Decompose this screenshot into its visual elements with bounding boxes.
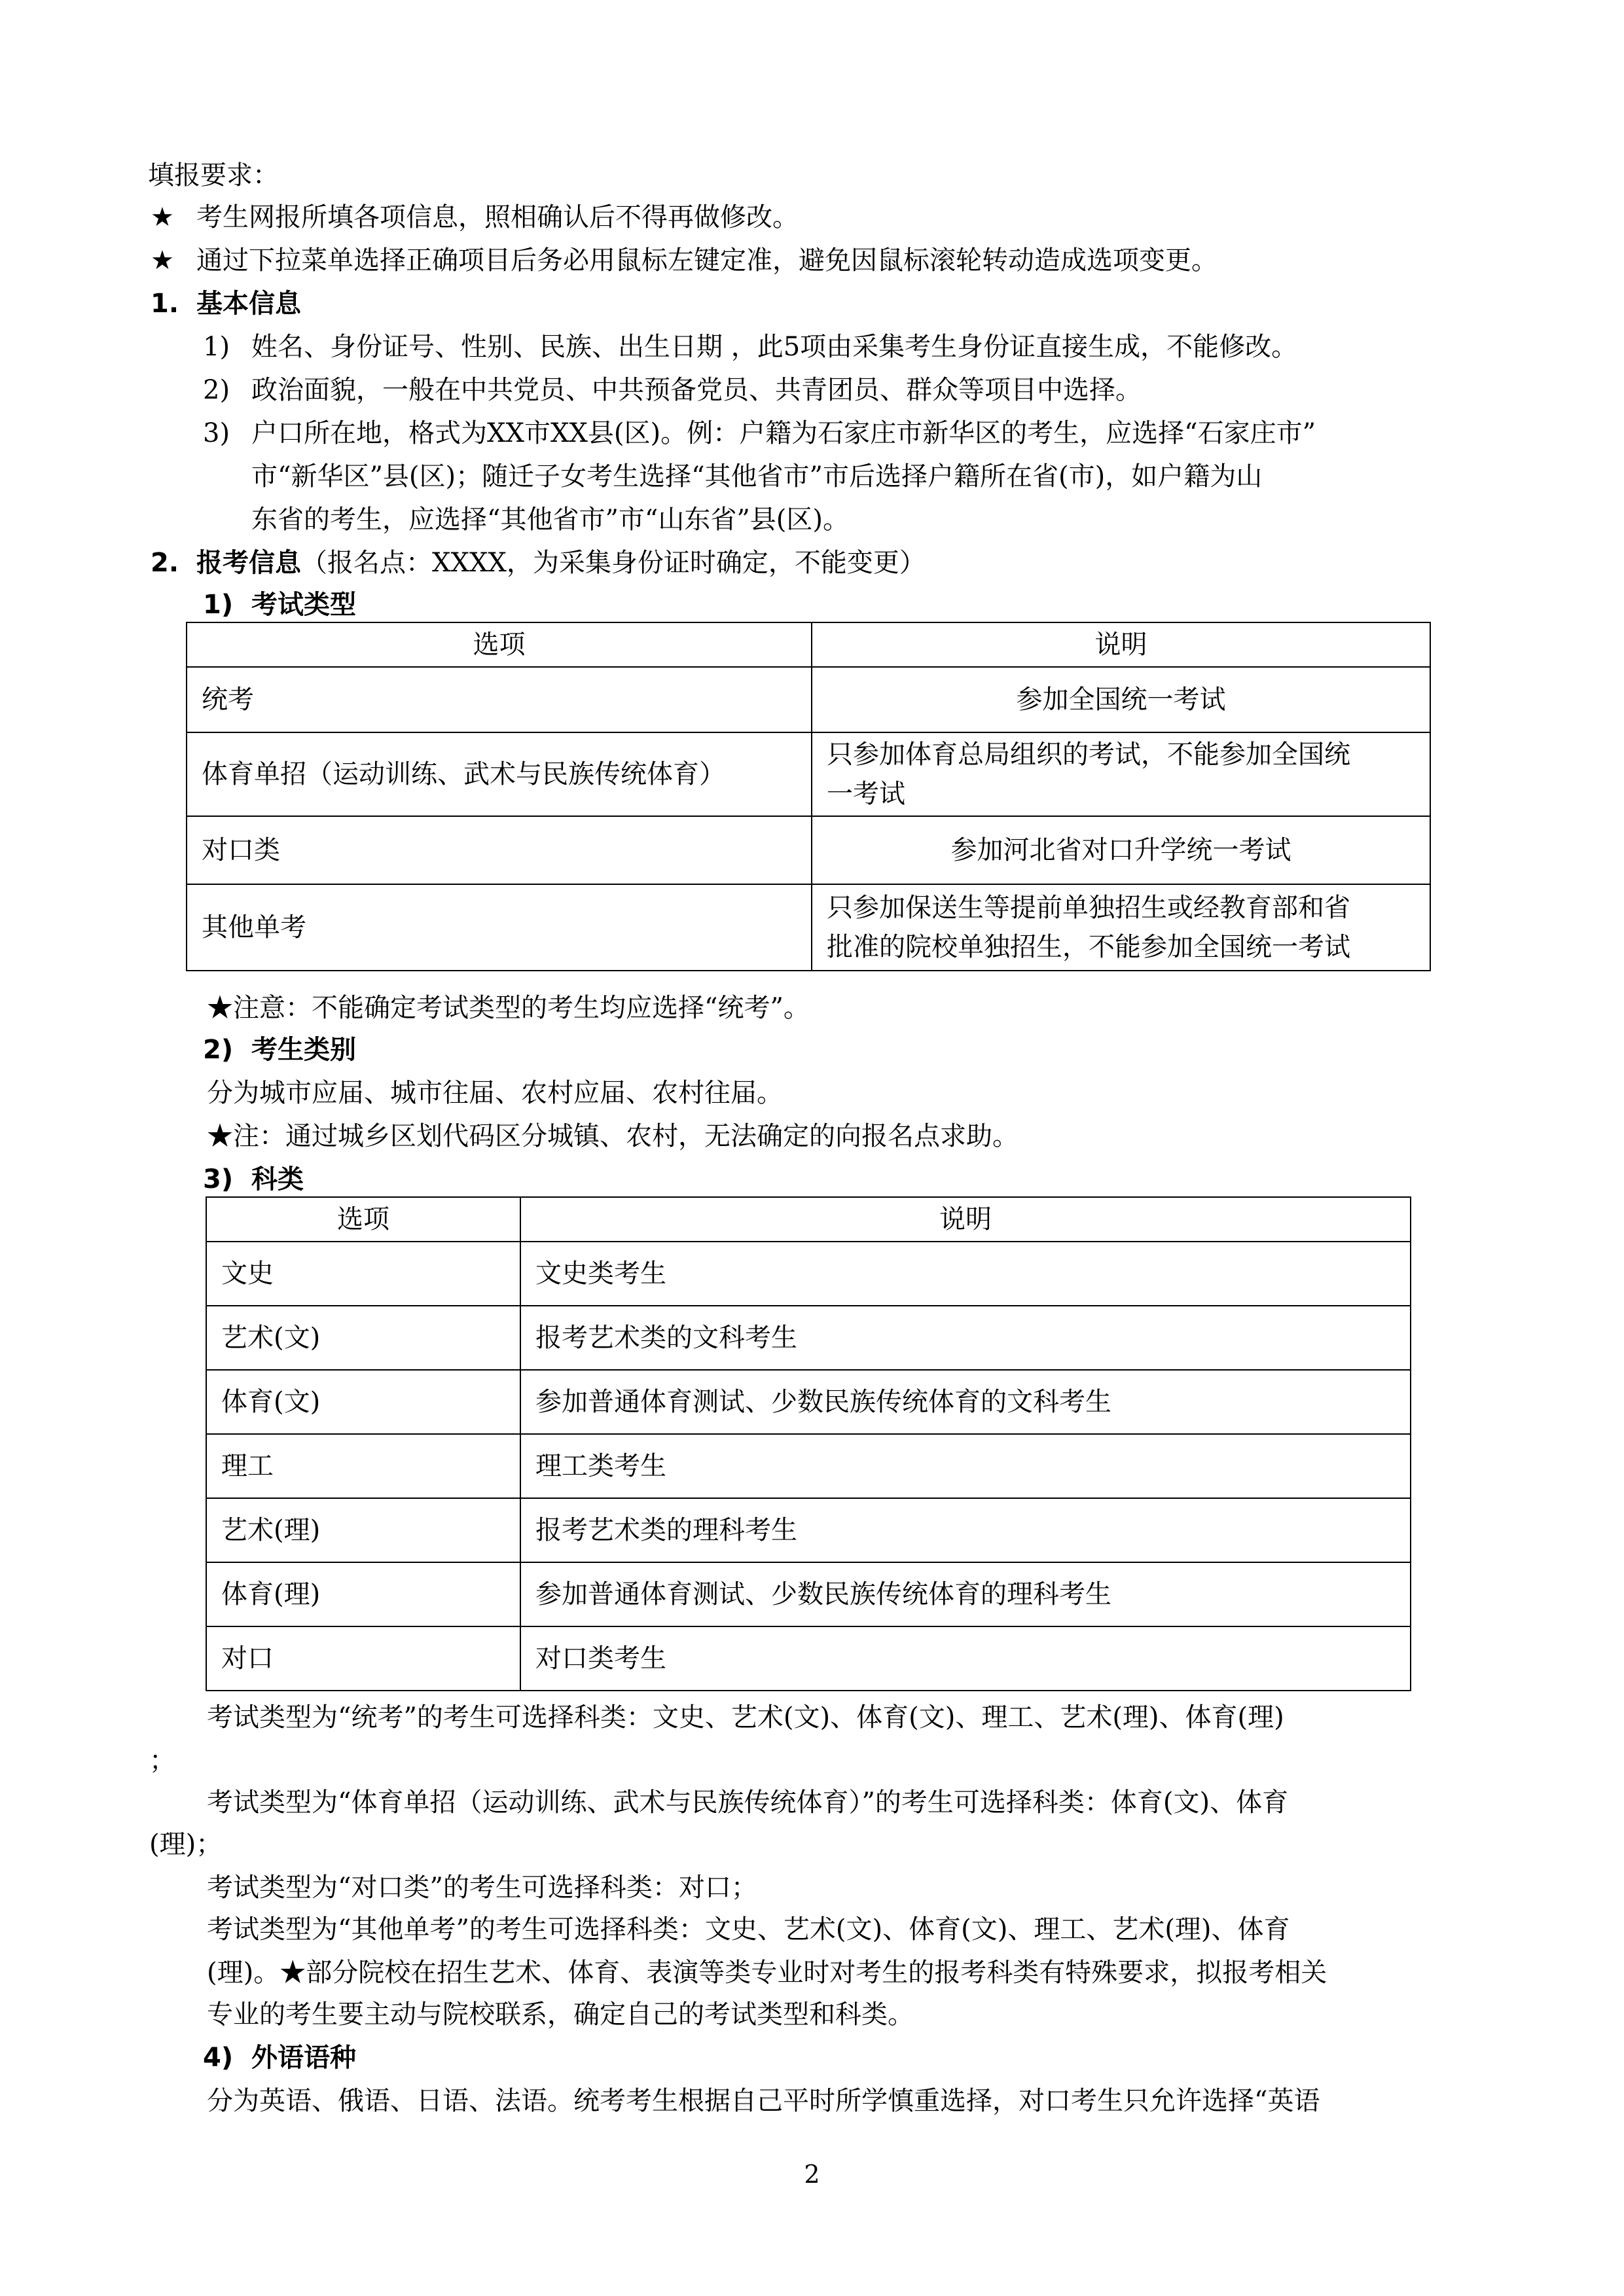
- table-cell: 报考艺术类的理科考生: [520, 1498, 1411, 1562]
- table-cell: 其他单考: [187, 884, 812, 971]
- table-row: [206, 1434, 1411, 1498]
- subject-rule-4-line-2: (理)。★部分院校在招生艺术、体育、表演等类专业时对考生的报考科类有特殊要求，拟报考相关: [207, 1958, 1327, 1988]
- item-number: 1): [203, 332, 230, 362]
- exam-type-table: [186, 622, 1431, 971]
- basic-info-item-3-line-1: 户口所在地，格式为XX市XX县(区)。例：户籍为石家庄市新华区的考生，应选择“石家庄市”: [251, 418, 1316, 448]
- table-cell: 艺术(文): [206, 1306, 520, 1370]
- table-row: [187, 667, 1430, 732]
- table-cell-line: 只参加体育总局组织的考试，不能参加全国统: [827, 740, 1350, 770]
- item-number: 4): [203, 2043, 234, 2073]
- candidate-category-note: ★注：通过城乡区划代码区分城镇、农村，无法确定的向报名点求助。: [207, 1121, 1019, 1151]
- star-icon: ★: [151, 245, 174, 276]
- table-cell: 对口类考生: [520, 1626, 1411, 1691]
- table-cell: 参加普通体育测试、少数民族传统体育的文科考生: [520, 1370, 1411, 1434]
- exam-type-heading: 考试类型: [251, 590, 356, 620]
- table-cell: 对口: [206, 1626, 520, 1691]
- table-row: [206, 1626, 1411, 1691]
- table-header-cell: 选项: [187, 622, 812, 667]
- item-number: 1): [203, 590, 234, 620]
- section-1-title: 基本信息: [196, 289, 301, 319]
- subject-rule-3: 考试类型为“对口类”的考生可选择科类：对口；: [207, 1873, 757, 1903]
- page-number: 2: [804, 2160, 820, 2189]
- table-cell: [812, 732, 1430, 816]
- basic-info-item-1: 姓名、身份证号、性别、民族、出生日期 ，此5项由采集考生身份证直接生成，不能修改。: [251, 332, 1298, 362]
- table-cell-line: 一考试: [827, 779, 905, 809]
- table-cell: 参加河北省对口升学统一考试: [812, 816, 1430, 884]
- star-icon: ★: [151, 202, 174, 232]
- table-row: [206, 1498, 1411, 1562]
- subject-category-heading: 科类: [251, 1164, 304, 1194]
- table-header-cell: 选项: [206, 1197, 520, 1242]
- table-cell: 体育(文): [206, 1370, 520, 1434]
- table-cell-line: 只参加保送生等提前单独招生或经教育部和省: [827, 893, 1350, 923]
- table-row: [187, 884, 1430, 971]
- table-cell: 体育单招（运动训练、武术与民族传统体育）: [187, 732, 812, 816]
- item-number: 2): [203, 1035, 234, 1065]
- table-header-row: [187, 622, 1430, 667]
- candidate-category-text: 分为城市应届、城市往届、农村应届、农村往届。: [207, 1078, 783, 1108]
- subject-rule-4-line-3: 专业的考生要主动与院校联系，确定自己的考试类型和科类。: [207, 2000, 914, 2030]
- section-2-title: 报考信息: [196, 548, 301, 578]
- basic-info-item-2: 政治面貌，一般在中共党员、中共预备党员、共青团员、群众等项目中选择。: [251, 375, 1142, 405]
- table-row: [206, 1370, 1411, 1434]
- item-number: 2): [203, 375, 230, 405]
- table-row: [187, 732, 1430, 816]
- item-number: 3): [203, 1164, 234, 1194]
- foreign-language-heading: 外语语种: [251, 2043, 356, 2073]
- table-cell: 参加普通体育测试、少数民族传统体育的理科考生: [520, 1562, 1411, 1626]
- basic-info-item-3-line-3: 东省的考生，应选择“其他省市”市“山东省”县(区)。: [251, 505, 850, 535]
- table-cell: 理工类考生: [520, 1434, 1411, 1498]
- table-cell: 体育(理): [206, 1562, 520, 1626]
- table-cell: 报考艺术类的文科考生: [520, 1306, 1411, 1370]
- table-cell: 文史类考生: [520, 1242, 1411, 1306]
- subject-category-table: [206, 1196, 1411, 1691]
- rule-1: 考生网报所填各项信息，照相确认后不得再做修改。: [196, 202, 799, 232]
- section-1-number: 1.: [151, 289, 179, 319]
- section-2-number: 2.: [151, 548, 179, 578]
- table-cell: 理工: [206, 1434, 520, 1498]
- subject-rule-1-tail: ；: [149, 1746, 175, 1776]
- section-2-note: （报名点：XXXX，为采集身份证时确定，不能变更）: [301, 548, 926, 578]
- table-cell: 艺术(理): [206, 1498, 520, 1562]
- table-row: [206, 1562, 1411, 1626]
- table-header-cell: 说明: [520, 1197, 1411, 1242]
- subject-rule-2: 考试类型为“体育单招（运动训练、武术与民族传统体育）”的考生可选择科类：体育(文)、体育: [207, 1787, 1289, 1818]
- table-cell: 统考: [187, 667, 812, 732]
- table-cell: 文史: [206, 1242, 520, 1306]
- rule-2: 通过下拉菜单选择正确项目后务必用鼠标左键定准，避免因鼠标滚轮转动造成选项变更。: [196, 245, 1218, 276]
- candidate-category-heading: 考生类别: [251, 1035, 356, 1065]
- table-cell: [812, 884, 1430, 971]
- table-cell-line: 批准的院校单独招生，不能参加全国统一考试: [827, 932, 1350, 962]
- basic-info-item-3-line-2: 市“新华区”县(区)；随迁子女考生选择“其他省市”市后选择户籍所在省(市)，如户籍为山: [251, 461, 1263, 492]
- table-cell: 参加全国统一考试: [812, 667, 1430, 732]
- requirements-heading: 填报要求：: [148, 160, 279, 190]
- table-row: [187, 816, 1430, 884]
- table-header-cell: 说明: [812, 622, 1430, 667]
- item-number: 3): [203, 418, 230, 448]
- subject-rule-4: 考试类型为“其他单考”的考生可选择科类：文史、艺术(文)、体育(文)、理工、艺术(理)、体育: [207, 1914, 1290, 1945]
- table-cell: 对口类: [187, 816, 812, 884]
- subject-rule-1: 考试类型为“统考”的考生可选择科类：文史、艺术(文)、体育(文)、理工、艺术(理)、体育(理): [207, 1702, 1284, 1732]
- table-row: [206, 1242, 1411, 1306]
- table-header-row: [206, 1197, 1411, 1242]
- subject-rule-2-tail: (理)；: [149, 1829, 223, 1859]
- foreign-language-text: 分为英语、俄语、日语、法语。统考考生根据自己平时所学慎重选择，对口考生只允许选择“英语: [207, 2086, 1320, 2116]
- exam-type-note: ★注意：不能确定考试类型的考生均应选择“统考”。: [207, 993, 810, 1023]
- table-row: [206, 1306, 1411, 1370]
